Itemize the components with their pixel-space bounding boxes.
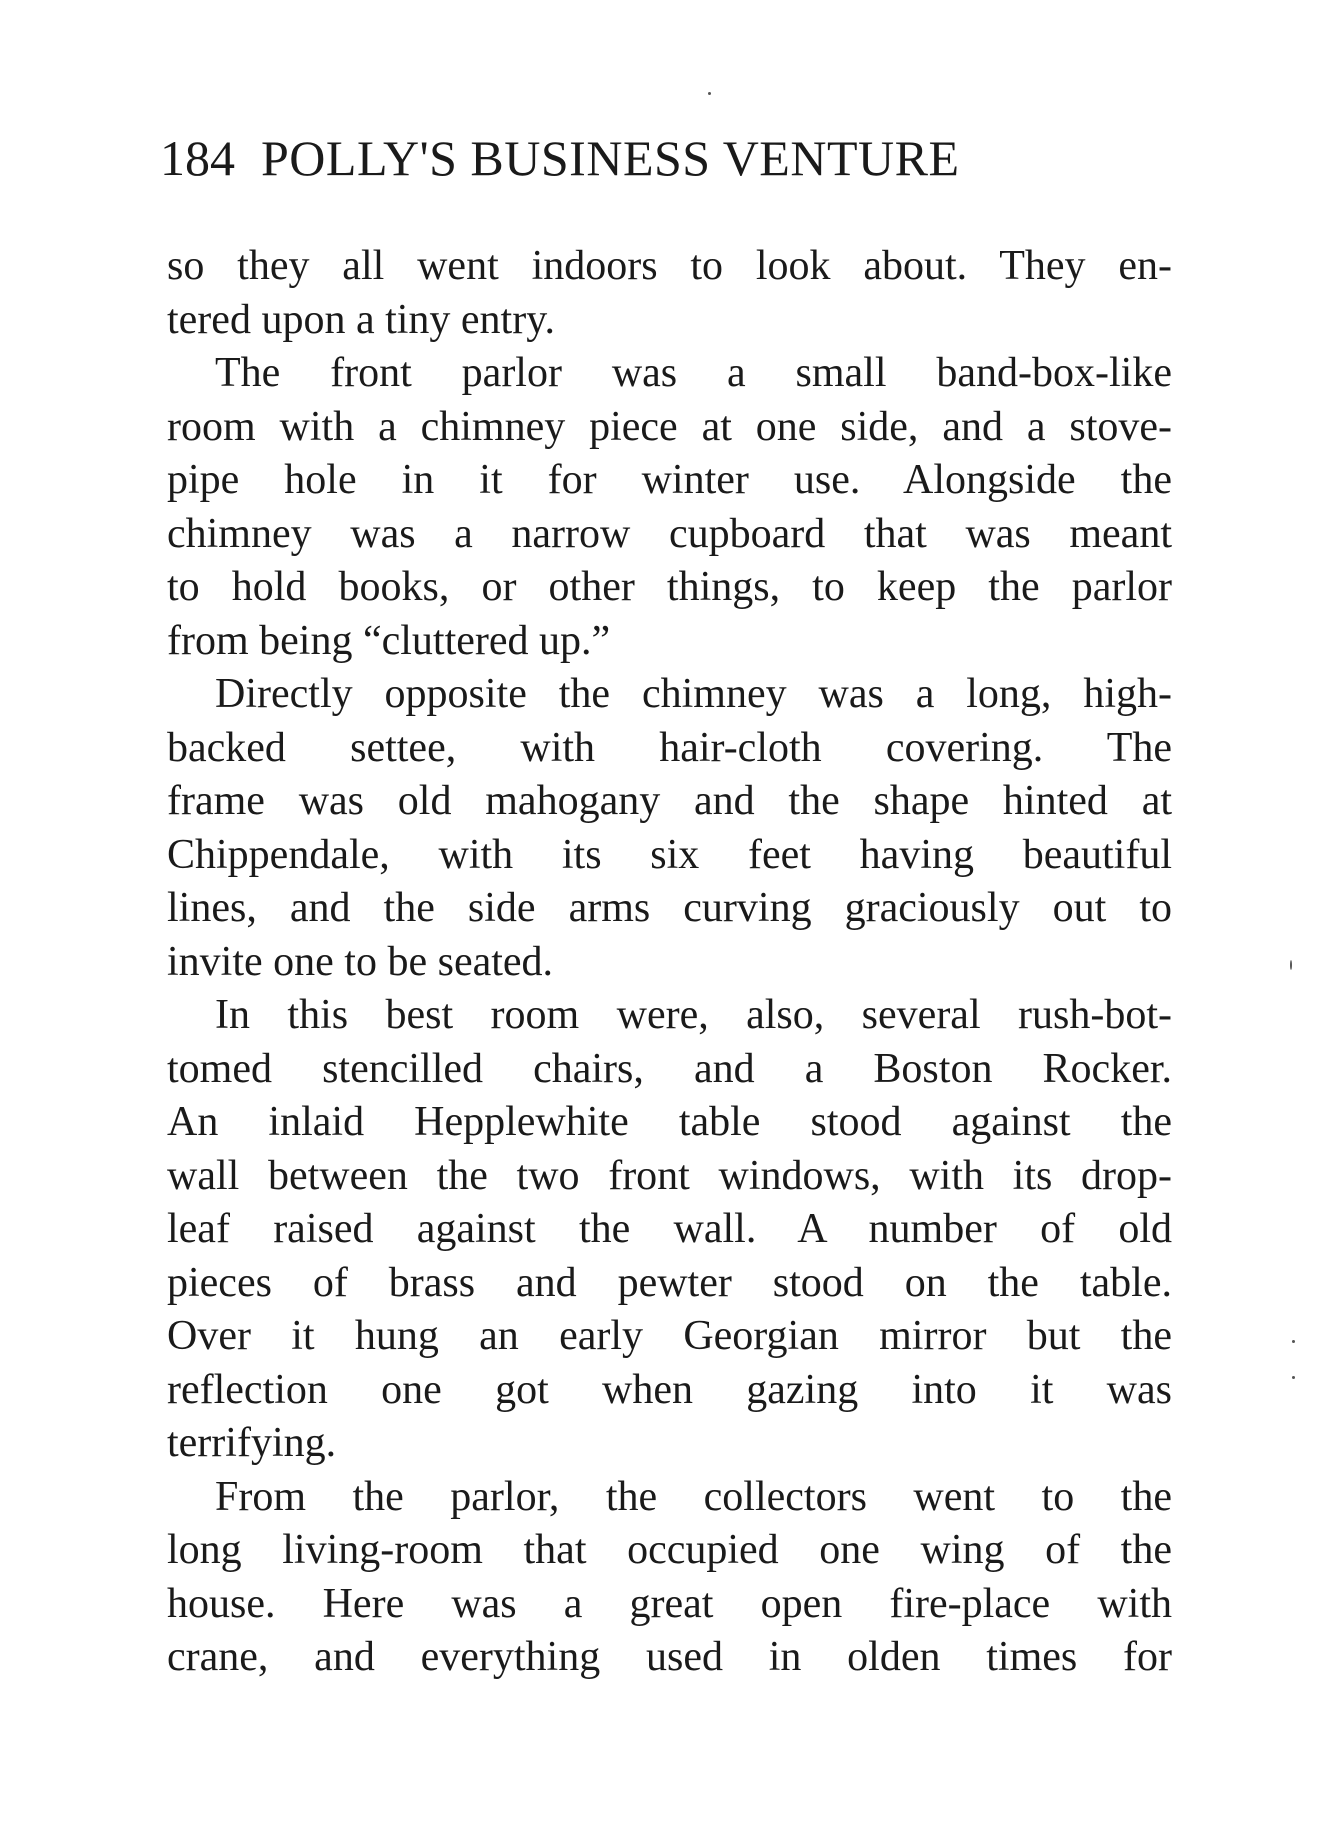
- text-line: Over it hung an early Georgian mirror but the: [167, 1313, 1172, 1359]
- scan-speck: [708, 92, 711, 95]
- text-line: Directly opposite the chimney was a long, high-: [215, 671, 1172, 717]
- paragraph: [167, 240, 1172, 347]
- text-line: tomed stencilled chairs, and a Boston Rocker.: [167, 1045, 1172, 1092]
- scan-speck: [1292, 1376, 1295, 1379]
- text-line: backed settee, with hair-cloth covering. The: [167, 724, 1172, 771]
- text-line: from being “cluttered up.”: [167, 617, 611, 664]
- text-line: pipe hole in it for winter use. Alongside the: [167, 457, 1172, 503]
- body-text: [167, 240, 1172, 1685]
- paragraph: [167, 347, 1172, 668]
- page-number: 184: [160, 130, 235, 186]
- text-line: so they all went indoors to look about. They en-: [167, 243, 1172, 289]
- text-line: leaf raised against the wall. A number of old: [167, 1206, 1172, 1252]
- text-line: reflection one got when gazing into it was: [167, 1366, 1172, 1413]
- running-title: POLLY'S BUSINESS VENTURE: [261, 130, 960, 186]
- scan-speck: [1290, 960, 1292, 970]
- text-line: terrifying.: [167, 1420, 337, 1466]
- text-line: to hold books, or other things, to keep the parlor: [167, 564, 1172, 610]
- running-head: [160, 128, 1060, 188]
- text-line: pieces of brass and pewter stood on the table.: [167, 1259, 1172, 1306]
- paragraph: [167, 989, 1172, 1471]
- text-line: In this best room were, also, several rush-bot-: [215, 992, 1172, 1038]
- text-line: frame was old mahogany and the shape hinted at: [167, 778, 1172, 824]
- text-line: long living-room that occupied one wing of the: [167, 1527, 1172, 1573]
- text-line: house. Here was a great open fire-place with: [167, 1580, 1172, 1627]
- scan-speck: [1292, 1340, 1295, 1343]
- text-line: An inlaid Hepplewhite table stood against the: [167, 1099, 1172, 1145]
- text-line: From the parlor, the collectors went to the: [215, 1473, 1172, 1520]
- paragraph: [167, 1471, 1172, 1685]
- text-line: tered upon a tiny entry.: [167, 296, 555, 343]
- text-line: room with a chimney piece at one side, and a stove-: [167, 403, 1172, 450]
- text-line: The front parlor was a small band-box-like: [215, 350, 1172, 396]
- text-line: Chippendale, with its six feet having beautiful: [167, 831, 1172, 878]
- text-line: chimney was a narrow cupboard that was meant: [167, 510, 1172, 557]
- text-line: crane, and everything used in olden times for: [167, 1634, 1172, 1680]
- text-line: wall between the two front windows, with its drop-: [167, 1152, 1172, 1199]
- paragraph: [167, 668, 1172, 989]
- text-line: invite one to be seated.: [167, 938, 554, 985]
- text-line: lines, and the side arms curving graciously out to: [167, 885, 1172, 931]
